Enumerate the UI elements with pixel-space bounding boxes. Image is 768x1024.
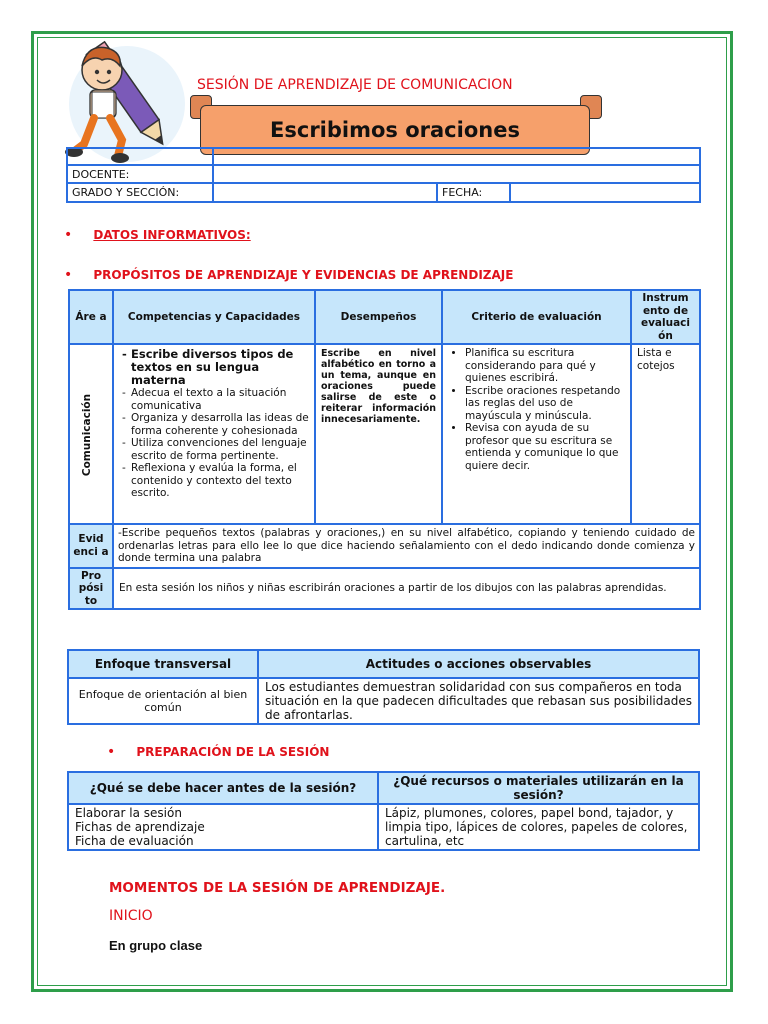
header-criterio: Criterio de evaluación [442, 290, 631, 344]
header-competencias: Competencias y Capacidades [113, 290, 315, 344]
grado-value[interactable] [213, 183, 437, 202]
momentos-heading: MOMENTOS DE LA SESIÓN DE APRENDIZAJE. [109, 880, 446, 896]
evidencia-text: -Escribe pequeños textos (palabras y oraciones,) en su nivel alfabético, copiando y teniendo cuidado de ordenarlas letras para ello lee lo que dice haciendo señalamiento con el dedo indicando donde comienza y donde termina una palabra [113, 524, 700, 568]
criterio-cell [442, 344, 631, 524]
area-value: Comunicación [81, 393, 94, 477]
header-area: Áre a [69, 290, 113, 344]
competencia-main: - Escribe diversos tipos de textos en su lengua materna [122, 348, 310, 387]
bullet-icon: • [107, 744, 116, 760]
propositos-heading: PROPÓSITOS DE APRENDIZAJE Y EVIDENCIAS DE APRENDIZAJE [93, 268, 514, 282]
purpose-table [68, 289, 701, 610]
proposito-text: En esta sesión los niños y niñas escribirán oraciones a partir de los dibujos con las palabras aprendidas. [113, 568, 700, 610]
docente-value[interactable] [213, 165, 700, 183]
info-cell-empty [67, 148, 213, 165]
bullet-icon: • [64, 227, 73, 243]
actitudes-header: Actitudes o acciones observables [258, 650, 699, 678]
antes-cell [68, 804, 378, 850]
enfoque-table [67, 649, 700, 725]
datos-heading: DATOS INFORMATIVOS: [93, 228, 251, 242]
info-table [66, 147, 701, 203]
header-instrumento: Instrum ento de evaluaci ón [631, 290, 700, 344]
proposito-label: Pro pósi to [69, 568, 113, 610]
header-desempenos: Desempeños [315, 290, 442, 344]
prep-header-recursos: ¿Qué recursos o materiales utilizarán en la sesión? [378, 772, 699, 804]
fecha-label: FECHA: [437, 183, 510, 202]
inicio-heading: INICIO [109, 908, 153, 924]
prep-table [67, 771, 700, 851]
criterio-item: • Escribe oraciones respetando las reglas del uso de mayúscula y minúscula. [465, 385, 626, 423]
evidencia-label: Evid enci a [69, 524, 113, 568]
section-preparacion [107, 741, 329, 760]
recursos-cell: Lápiz, plumones, colores, papel bond, tajador, y limpia tipo, lápices de colores, papeles de colores, cartulina, etc [378, 804, 699, 850]
grupo-clase-text: En grupo clase [109, 938, 203, 953]
antes-item: Elaborar la sesión [75, 806, 182, 820]
docente-label: DOCENTE: [67, 165, 213, 183]
session-title: SESIÓN DE APRENDIZAJE DE COMUNICACION [197, 77, 513, 93]
prep-header-antes: ¿Qué se debe hacer antes de la sesión? [68, 772, 378, 804]
preparacion-heading: PREPARACIÓN DE LA SESIÓN [136, 745, 330, 759]
grado-label: GRADO Y SECCIÓN: [67, 183, 213, 202]
desempeno-cell: Escribe en nivel alfabético en torno a un tema, aunque en oraciones puede salirse de este o reiterar información innecesariamente. [315, 344, 442, 524]
enfoque-value: Enfoque de orientación al bien común [68, 678, 258, 724]
antes-item: Ficha de evaluación [75, 834, 194, 848]
capacidad-item: - Reflexiona y evalúa la forma, el contenido y contexto del texto escrito. [122, 462, 310, 500]
criterio-item: • Revisa con ayuda de su profesor que su escritura se entienda y comunique lo que quiere decir. [465, 422, 626, 472]
banner-title: Escribimos oraciones [200, 105, 590, 155]
criterio-item: • Planifica su escritura considerando para qué y quienes escribirá. [465, 347, 626, 385]
enfoque-header: Enfoque transversal [68, 650, 258, 678]
capacidad-item: - Adecua el texto a la situación comunicativa [122, 387, 310, 412]
actitud-value: Los estudiantes demuestran solidaridad con sus compañeros en toda situación en la que padecen dificultades que rebasan sus posibilidades de afrontarlas. [258, 678, 699, 724]
info-cell-empty [213, 148, 700, 165]
capacidad-item: - Organiza y desarrolla las ideas de forma coherente y cohesionada [122, 412, 310, 437]
capacidad-item: - Utiliza convenciones del lenguaje escrito de forma pertinente. [122, 437, 310, 462]
fecha-value[interactable] [510, 183, 700, 202]
instrumento-value: Lista e cotejos [631, 344, 700, 524]
section-datos [64, 224, 251, 243]
area-cell [69, 344, 113, 524]
competencias-cell [113, 344, 315, 524]
bullet-icon: • [64, 267, 73, 283]
section-propositos [64, 264, 513, 283]
antes-item: Fichas de aprendizaje [75, 820, 205, 834]
